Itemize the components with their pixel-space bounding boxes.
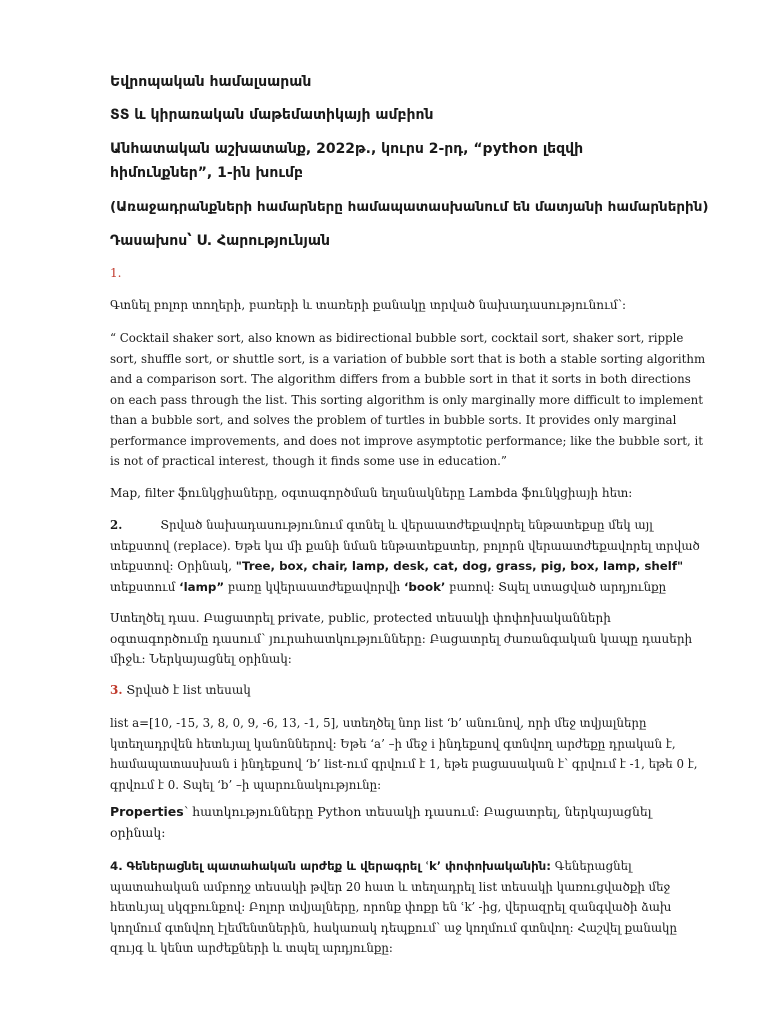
map-filter-question: Map, filter ֆունկցիաները, օգտագործման եղանակները Lambda ֆունկցիայի հետ: [110,486,633,500]
task-2-text-1: Տրված նախադասությունում գտնել և վերաատժեքավորել ենթատեքսը մեկ այլ տեքստով (replace). Եթե կա մի քանի նման ենթատեքստեր, բոլորն վերաատժեքավորել տրված տեքստով: Օրինակ, [110,518,700,573]
task-3-number: 3. [110,683,123,697]
task-2-lamp-word: ‘lamp” [179,579,225,594]
task-4-number: 4. [110,859,123,873]
university-heading: Եվրոպական համալսարան [110,74,312,90]
task-2-example-words: "Tree, box, chair, lamp, desk, cat, dog, grass, pig, box, lamp, shelf" [235,559,684,573]
classes-question: Ստեղծել դաս. Բացատրել private, public, protected տեսակի փոփոխականների օգտագործումը դասում՝ յուրահատկությունները: Բացատրել ժառանգական կապը դասերի միջև: Ներկայացնել օրինակ: [110,611,693,666]
task-4-paragraph [110,856,702,959]
task-3-title: Տրված է list տեսակ [126,683,251,697]
task-1-number: 1. [110,266,122,280]
task-4-body: Գեներացնել պատահական ամբողջ տեսակի թվեր 20 հատ և տեղադրել list տեսակի կառուցվածքի մեջ հետևյալ սկզբունքով: Բոլոր տվյալները, որոնք փոքր են ՙk՚ -ից, վերազրել զանգվածի ձախ կողմում գտնվող էլեմենտներին, հակառակ դեպքում՝ աջ կողմում գտնվող: Հաշվել քանակը զույգ և կենտ արժեքների և տպել արդյունքը: [110,859,677,955]
task-2-book-word: ‘book’ [403,579,446,594]
lecturer-line: Դասախոս՝ Ս. Հարությունյան [110,233,330,249]
properties-question [110,802,700,843]
task-2-number: 2. [110,518,123,532]
department-heading: ՏՏ և կիրառական մաթեմատիկայի ամբիոն [110,107,434,123]
task-3-body: list a=[10, -15, 3, 8, 0, 9, -6, 13, -1, 5], ստեղծել նոր list ‘b’ անունով, որի մեջ տվյալները կտեղադրվեն հետևյալ կանոններով: Եթե ‘a’ –ի մեջ i ինդեքսով գտնվող արժեքը դրական է, համապատասխան i ինդեքսով ‘b’ list-ում գրվում է 1, եթե բացասական է՝ գրվում է -1, եթե 0 է, գրվում է 0. Տպել ‘b’ –ի պարունակությունը: [110,716,698,792]
task-1-quote: “ Cocktail shaker sort, also known as bidirectional bubble sort, cocktail sort, shaker sort, ripple sort, shuffle sort, or shuttle sort, is a variation of bubble sort that is both a stable sorting algorithm and a comparison sort. The algorithm differs from a bubble sort in that it sorts in both directions on each pass through the list. This sorting algorithm is only marginally more difficult to implement than a bubble sort, and solves the problem of turtles in bubble sorts. It provides only marginal performance improvements, and does not improve asymptotic performance; like the bubble sort, it is not of practical interest, though it finds some use in education.” [110,331,706,468]
task-3-heading [110,680,700,701]
task-4-title: Գեներացնել պատահական արժեք և վերագրել ՙk՚ փոփոխականին: [126,859,551,873]
assignment-heading: Անհատական աշխատանք, 2022թ., կուրս 2-րդ, “python լեզվի հիմունքներ”, 1-ին խումբ [110,141,584,181]
numbering-note: (Առաջադրանքների համարները համապատասխանում են մատյանի համարներին) [110,199,709,215]
task-2-text-2: տեքստում [110,579,176,594]
task-2-text-4: բառով: Տպել ստացված արդյունքը [449,579,667,594]
task-2-text-3: բառը կվերաատժեքավորվի [227,579,401,594]
properties-text: ՝ հատկությունները Python տեսակի դասում: Բացատրել, ներկայացնել օրինակ: [110,804,652,840]
task-2-paragraph [110,515,702,597]
task-1-instruction: Գտնել բոլոր տողերի, բառերի և տառերի քանակը տրված նախադասությունում՝: [110,298,627,312]
properties-label: Properties [110,804,184,819]
